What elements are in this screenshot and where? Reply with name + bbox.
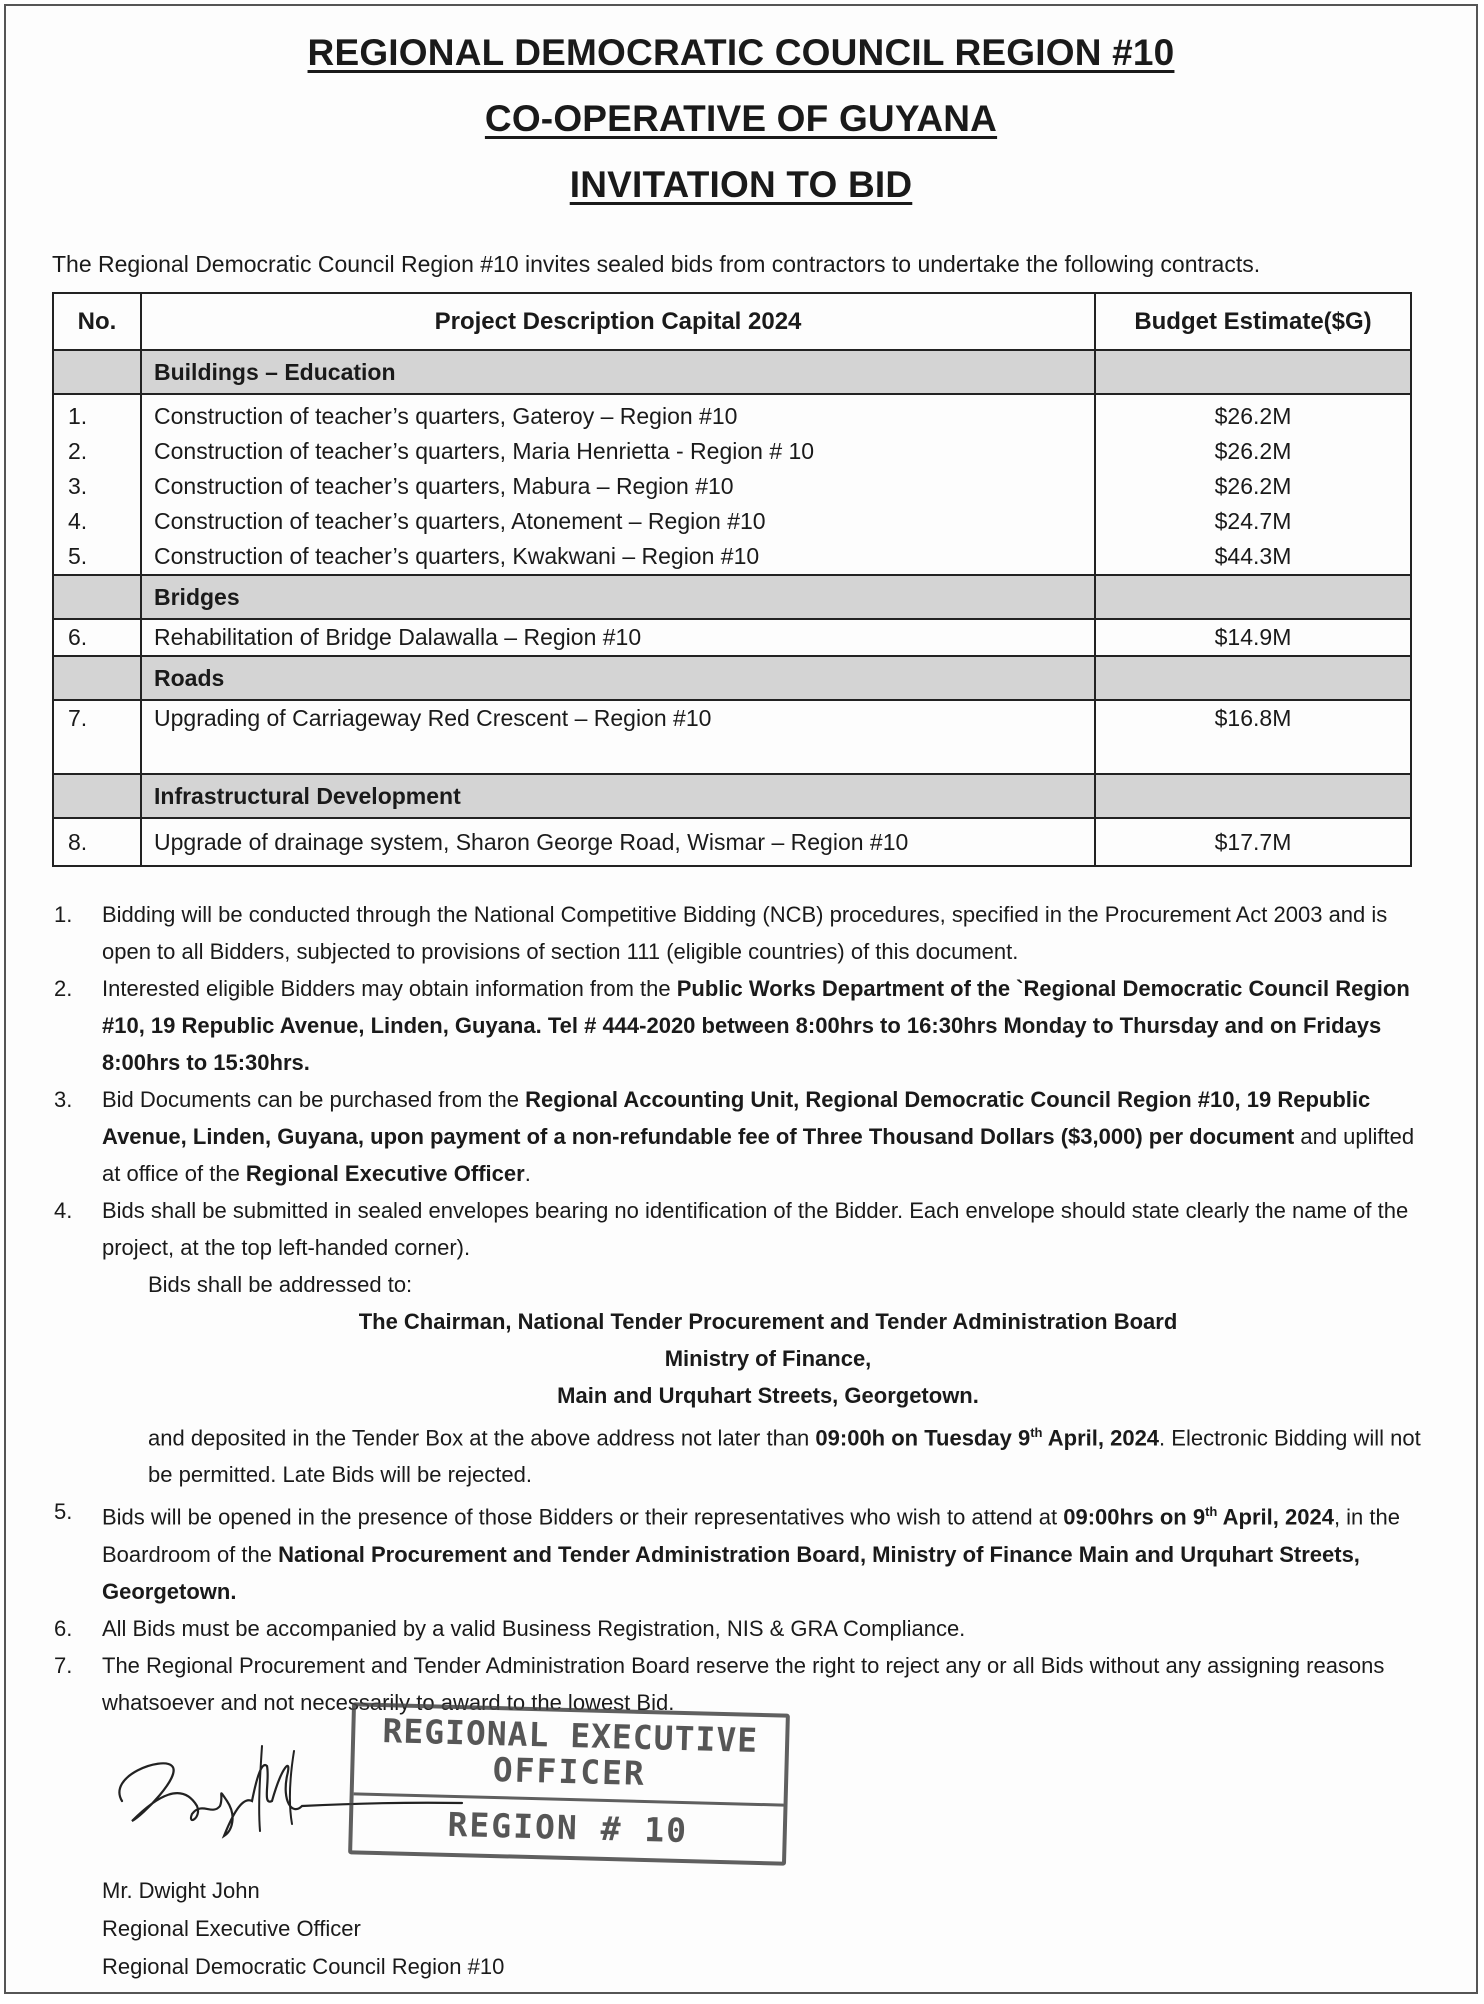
table-row xyxy=(53,700,1411,774)
condition-item-4 xyxy=(54,1192,1434,1493)
condition-item-1 xyxy=(54,896,1434,970)
category-label: Infrastructural Development xyxy=(141,774,1095,818)
condition-text: and uplifted at office of the xyxy=(102,1124,1415,1186)
row-number: 2. xyxy=(53,434,141,469)
row-estimate: $16.8M xyxy=(1095,700,1411,774)
row-estimate: $24.7M xyxy=(1095,504,1411,539)
title-invitation: INVITATION TO BID xyxy=(569,164,913,205)
contracts-table xyxy=(52,292,1412,867)
document-page xyxy=(4,4,1478,1994)
condition-text: . xyxy=(524,1161,531,1186)
signatory-organization: Regional Democratic Council Region #10 xyxy=(102,1954,505,1979)
condition-text: Interested eligible Bidders may obtain information from the xyxy=(102,976,677,1001)
address-line-3: Main and Urquhart Streets, Georgetown. xyxy=(557,1383,979,1408)
opening-venue: National Procurement and Tender Administration Board, Ministry of Finance Main and Urquhart Streets, Georgetown. xyxy=(102,1541,1360,1604)
list-number: 1. xyxy=(54,902,73,927)
deposit-paragraph xyxy=(102,1414,1434,1493)
row-estimate: $26.2M xyxy=(1095,469,1411,504)
condition-text: Bid Documents can be purchased from the xyxy=(102,1087,526,1112)
table-row xyxy=(53,434,1411,469)
row-description: Construction of teacher’s quarters, Mabura – Region #10 xyxy=(141,469,1095,504)
condition-bold-text: Regional Accounting Unit, Regional Democratic Council Region #10, 19 Republic Avenue, Linden, Guyana, upon payment of a non-refundable fee of Three Thousand Dollars ($3,000) per document xyxy=(102,1087,1371,1149)
category-row-infrastructure xyxy=(53,774,1411,818)
table-header-row xyxy=(53,293,1411,350)
conditions-list xyxy=(54,896,1434,1721)
col-header-estimate: Budget Estimate($G) xyxy=(1095,293,1411,350)
condition-text: All Bids must be accompanied by a valid Business Registration, NIS & GRA Compliance. xyxy=(102,1615,966,1641)
row-description: Construction of teacher’s quarters, Atonement – Region #10 xyxy=(141,504,1095,539)
row-number: 8. xyxy=(53,818,141,866)
row-number: 3. xyxy=(53,469,141,504)
condition-item-5 xyxy=(54,1493,1434,1609)
row-description: Construction of teacher’s quarters, Maria Henrietta - Region # 10 xyxy=(141,434,1095,469)
col-header-no: No. xyxy=(53,293,141,350)
deadline-time: 09:00h on Tuesday 9 xyxy=(815,1425,1031,1451)
list-number: 7. xyxy=(54,1652,73,1678)
ordinal-suffix: th xyxy=(1205,1504,1218,1520)
signatory-title: Regional Executive Officer xyxy=(102,1916,361,1941)
category-row-bridges xyxy=(53,575,1411,619)
row-estimate: $14.9M xyxy=(1095,619,1411,656)
col-header-description: Project Description Capital 2024 xyxy=(141,293,1095,350)
condition-text: Bids will be opened in the presence of those Bidders or their representatives who wish to attend at xyxy=(102,1504,1064,1530)
title-council: REGIONAL DEMOCRATIC COUNCIL REGION #10 xyxy=(307,32,1175,73)
row-estimate: $26.2M xyxy=(1095,394,1411,434)
ordinal-suffix: th xyxy=(1030,1425,1043,1440)
condition-text: and deposited in the Tender Box at the above address not later than xyxy=(148,1425,816,1451)
row-description: Rehabilitation of Bridge Dalawalla – Region #10 xyxy=(141,619,1095,656)
row-description: Construction of teacher’s quarters, Gateroy – Region #10 xyxy=(141,394,1095,434)
stamp-line-3: REGION # 10 xyxy=(447,1804,689,1851)
list-number: 3. xyxy=(54,1087,73,1112)
condition-item-3 xyxy=(54,1081,1434,1192)
table-row xyxy=(53,469,1411,504)
stamp-line-2: OFFICER xyxy=(492,1750,647,1794)
condition-text: Bids shall be submitted in sealed envelopes bearing no identification of the Bidder. Each envelope should state clearly the name of the project, at the top left-handed corner). xyxy=(102,1198,1409,1260)
condition-text: , in the Boardroom of the xyxy=(102,1504,1400,1567)
row-description: Upgrade of drainage system, Sharon George Road, Wismar – Region #10 xyxy=(141,818,1095,866)
addressed-to-label: Bids shall be addressed to: xyxy=(148,1272,413,1297)
opening-date: April, 2024 xyxy=(1217,1504,1334,1530)
condition-item-2 xyxy=(54,970,1434,1081)
intro-paragraph: The Regional Democratic Council Region #10 invites sealed bids from contractors to undertake the following contracts. xyxy=(52,251,1261,277)
row-estimate: $26.2M xyxy=(1095,434,1411,469)
row-estimate: $44.3M xyxy=(1095,539,1411,575)
address-line-1: The Chairman, National Tender Procurement and Tender Administration Board xyxy=(358,1309,1178,1334)
condition-text: . Electronic Bidding will not be permitted. Late Bids will be rejected. xyxy=(148,1425,1421,1488)
condition-bold-text: Regional Executive Officer xyxy=(245,1161,525,1186)
address-line-2: Ministry of Finance, xyxy=(664,1346,872,1371)
row-number: 4. xyxy=(53,504,141,539)
row-estimate: $17.7M xyxy=(1095,818,1411,866)
table-row xyxy=(53,504,1411,539)
row-number: 6. xyxy=(53,619,141,656)
list-number: 6. xyxy=(54,1615,73,1641)
category-label: Bridges xyxy=(141,575,1095,619)
category-row-roads xyxy=(53,656,1411,700)
list-number: 4. xyxy=(54,1198,73,1223)
condition-text: Bidding will be conducted through the National Competitive Bidding (NCB) procedures, specified in the Procurement Act 2003 and is open to all Bidders, subjected to provisions of section 111 (eligible countries) of this document. xyxy=(102,902,1388,964)
category-label: Roads xyxy=(141,656,1095,700)
title-cooperative: CO-OPERATIVE OF GUYANA xyxy=(484,98,998,139)
list-number: 5. xyxy=(54,1499,73,1525)
row-number: 1. xyxy=(53,394,141,434)
condition-text: The Regional Procurement and Tender Administration Board reserve the right to reject any or all Bids without any assigning reasons whatsoever and not necessarily to award to the lowest Bid. xyxy=(102,1652,1385,1715)
opening-time: 09:00hrs on 9 xyxy=(1063,1504,1206,1530)
signatory-name: Mr. Dwight John xyxy=(102,1878,260,1903)
category-label: Buildings – Education xyxy=(141,350,1095,394)
list-number: 2. xyxy=(54,976,73,1001)
table-row xyxy=(53,818,1411,866)
row-description: Upgrading of Carriageway Red Crescent – Region #10 xyxy=(141,700,1095,774)
condition-bold-text: Public Works Department of the `Regional Democratic Council Region #10, 19 Republic Avenue, Linden, Guyana. Tel # 444-2020 between 8:00hrs to 16:30hrs Monday to Thursday and on Fridays 8:00hrs to 15:30hrs. xyxy=(102,976,1410,1075)
official-stamp xyxy=(348,1702,790,1865)
row-number: 5. xyxy=(53,539,141,575)
category-row-buildings xyxy=(53,350,1411,394)
table-row xyxy=(53,619,1411,656)
signatory-block xyxy=(102,1872,504,1986)
condition-item-6 xyxy=(54,1610,1434,1647)
table-row xyxy=(53,539,1411,575)
row-description: Construction of teacher’s quarters, Kwakwani – Region #10 xyxy=(141,539,1095,575)
table-row xyxy=(53,394,1411,434)
row-number: 7. xyxy=(53,700,141,774)
stamp-line-1: REGIONAL EXECUTIVE xyxy=(382,1711,759,1760)
deadline-date: April, 2024 xyxy=(1042,1425,1160,1451)
